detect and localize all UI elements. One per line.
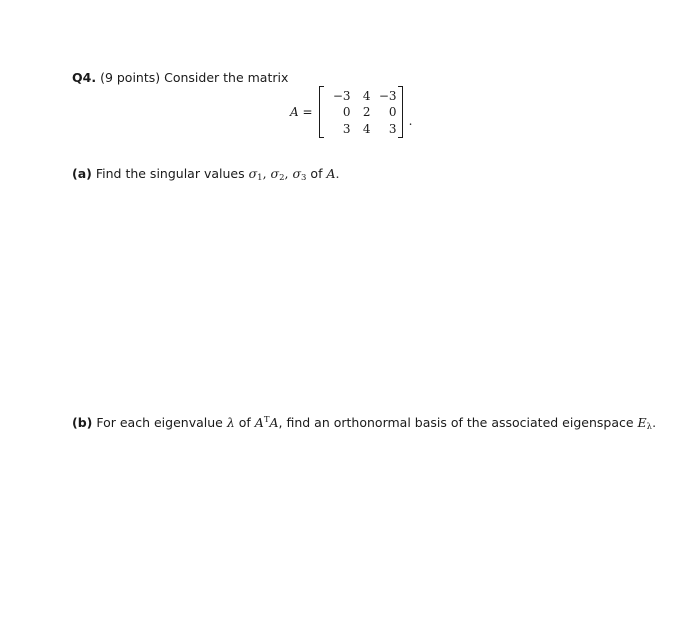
matrix-cell: 0	[388, 105, 397, 119]
part-b-end: .	[652, 415, 657, 430]
matrix-grid	[324, 87, 398, 137]
eigenspace-symbol: $E_\lambda$	[637, 415, 653, 432]
part-a-end: .	[335, 166, 340, 181]
part-a-matrix-ref: A	[326, 166, 336, 181]
matrix-cell: 4	[362, 121, 371, 136]
part-a-label: (a)	[72, 166, 92, 181]
sigma-2: $\sigma_2$	[270, 166, 285, 183]
matrix-right-bracket	[398, 86, 403, 138]
matrix-lhs	[290, 105, 313, 119]
matrix-cell: −3	[332, 88, 351, 103]
part-b-text-after: , find an orthonormal basis of the associated eigenspace	[278, 415, 634, 430]
part-b-label: (b)	[72, 415, 93, 430]
sigma-1: $\sigma_1$	[248, 166, 263, 183]
part-a: (a) Find the singular values $\sigma_1$, $\sigma_2$, $\sigma_3$ of A.	[72, 166, 340, 183]
matrix-cell: 4	[362, 88, 371, 103]
part-b	[72, 412, 656, 435]
lambda-symbol: λ	[226, 415, 235, 430]
question-points: (9 points)	[100, 70, 161, 85]
matrix-cell: 2	[362, 105, 371, 119]
ata-expression: $A^TA$	[254, 415, 279, 430]
sigma-3: $\sigma_3$	[292, 166, 307, 183]
part-a-text: Find the singular values	[95, 166, 245, 181]
matrix-cell: 0	[342, 105, 351, 119]
part-b-text: For each eigenvalue	[96, 415, 223, 430]
question-header	[72, 70, 288, 86]
matrix-name: A	[290, 105, 299, 119]
matrix-cell: −3	[378, 88, 397, 103]
matrix-equals: =	[302, 105, 313, 119]
part-a-of: of	[310, 166, 323, 181]
matrix-cell: 3	[342, 121, 351, 136]
question-number: Q4.	[72, 70, 97, 85]
question-intro: Consider the matrix	[164, 70, 289, 85]
matrix-terminator: .	[408, 114, 413, 128]
matrix-cell: 3	[388, 121, 397, 136]
part-b-of: of	[238, 415, 251, 430]
matrix-equation	[290, 86, 412, 138]
